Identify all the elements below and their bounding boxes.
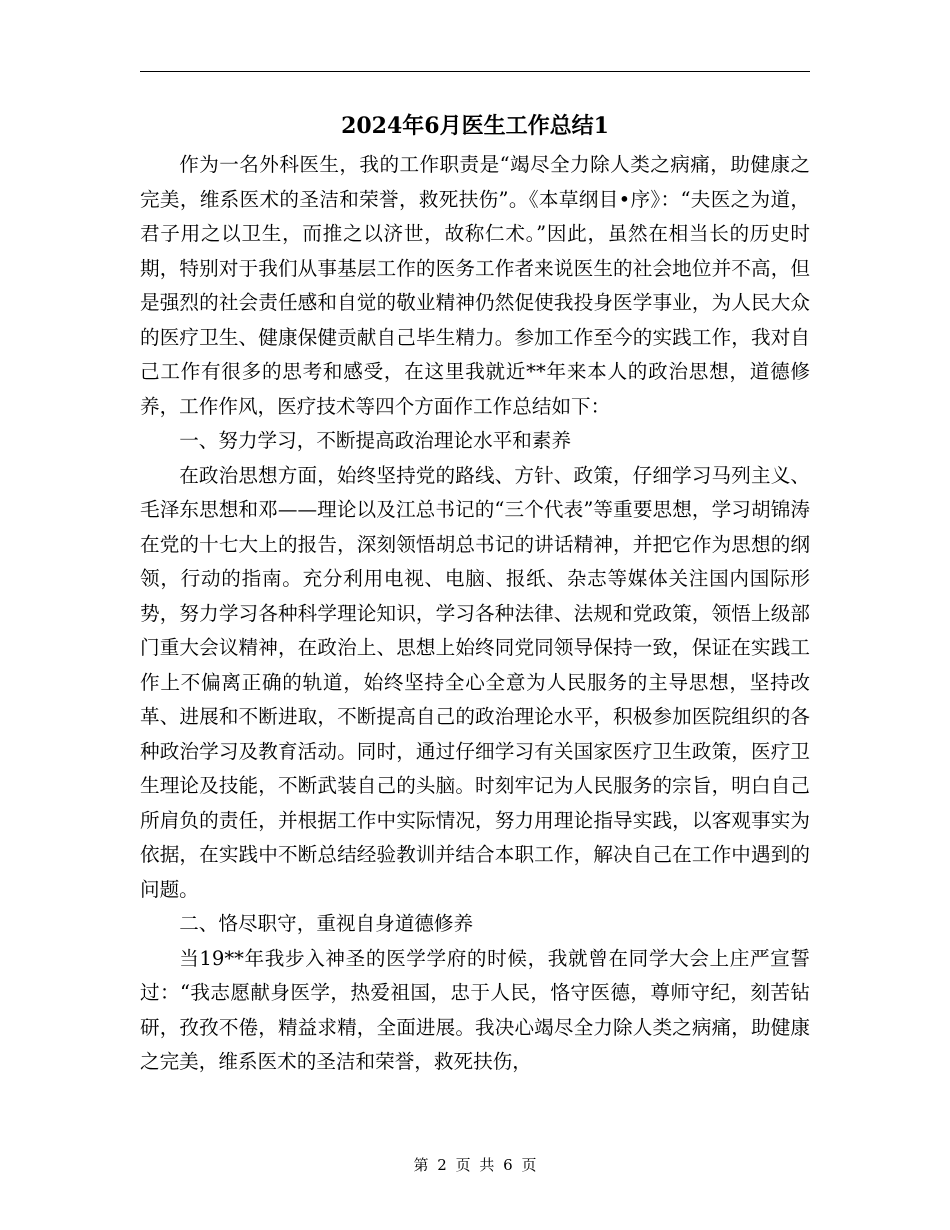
header-rule: [140, 71, 810, 72]
document-body: [140, 148, 810, 1080]
paragraph-section-2: 当19**年我步入神圣的医学学府的时候，我就曾在同学大会上庄严宣誓过：“我志愿献身医学，热爱祖国，忠于人民，恪守医德，尊师守纪，刻苦钻研，孜孜不倦，精益求精，全面进展。我决心竭尽全力除人类之病痛，助健康之完美，维系医术的圣洁和荣誉，救死扶伤，: [140, 946, 810, 1073]
document-title: 2024年6月医生工作总结1: [341, 113, 609, 139]
paragraph-section-1: 在政治思想方面，始终坚持党的路线、方针、政策，仔细学习马列主义、毛泽东思想和邓——理论以及江总书记的“三个代表”等重要思想，学习胡锦涛在党的十七大上的报告，深刻领悟胡总书记的讲话精神，并把它作为思想的纲领，行动的指南。充分利用电视、电脑、报纸、杂志等媒体关注国内国际形势，努力学习各种科学理论知识，学习各种法律、法规和党政策，领悟上级部门重大会议精神，在政治上、思想上始终同党同领导保持一致，保证在实践工作上不偏离正确的轨道，始终坚持全心全意为人民服务的主导思想，坚持改革、进展和不断进取，不断提高自己的政治理论水平，积极参加医院组织的各种政治学习及教育活动。同时，通过仔细学习有关国家医疗卫生政策，医疗卫生理论及技能，不断武装自己的头脑。时刻牢记为人民服务的宗旨，明白自己所肩负的责任，并根据工作中实际情况，努力用理论指导实践，以客观事实为依据，在实践中不断总结经验教训并结合本职工作，解决自己在工作中遇到的问题。: [140, 463, 810, 901]
section-heading-1: 一、努力学习，不断提高政治理论水平和素养: [179, 429, 572, 452]
paragraph-intro: 作为一名外科医生，我的工作职责是“竭尽全力除人类之病痛，助健康之完美，维系医术的圣洁和荣誉，救死扶伤”。《本草纲目•序》：“夫医之为道，君子用之以卫生，而推之以济世，故称仁术。”因此，虽然在相当长的历史时期，特别对于我们从事基层工作的医务工作者来说医生的社会地位并不高，但是强烈的社会责任感和自觉的敬业精神仍然促使我投身医学事业，为人民大众的医疗卫生、健康保健贡献自己毕生精力。参加工作至今的实践工作，我对自己工作有很多的思考和感受，在这里我就近**年来本人的政治思想，道德修养，工作作风，医疗技术等四个方面作工作总结如下：: [140, 153, 810, 418]
section-heading-2: 二、恪尽职守，重视自身道德修养: [179, 912, 474, 935]
page-number: 第 2 页 共 6 页: [413, 1156, 537, 1174]
